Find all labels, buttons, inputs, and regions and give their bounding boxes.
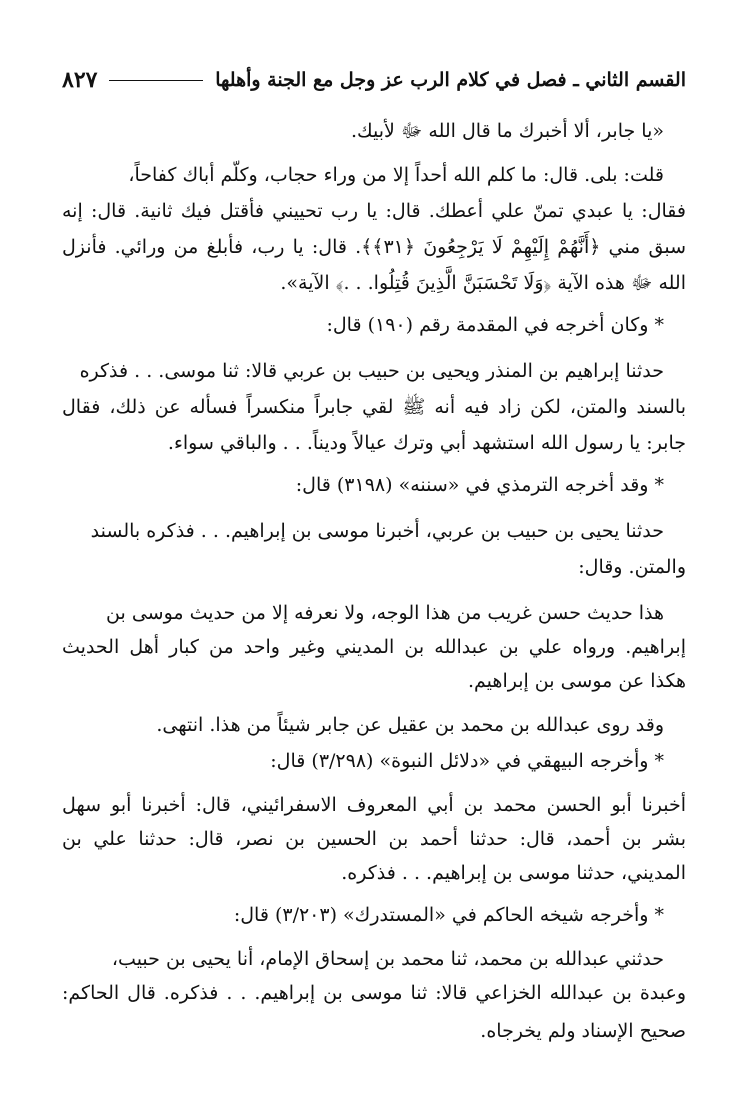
page-number: ٨٢٧ — [62, 67, 98, 93]
text-line: قلت: بلى. قال: ما كلم الله أحداً إلا من وراء حجاب، وكلّم أباك كفاحاً، — [128, 164, 664, 186]
text-line: * وقد أخرجه الترمذي في «سننه» (٣١٩٨) قال: — [295, 474, 664, 496]
text-line: بالسند والمتن، لكن زاد فيه أنه ﷺ لقي جابراً منكسراً فسأله عن ذلك، فقال — [62, 396, 686, 418]
text-line: * وأخرجه البيهقي في «دلائل النبوة» (٣/٢٩٨) قال: — [270, 750, 664, 772]
header-title: القسم الثاني ـ فصل في كلام الرب عز وجل مع الجنة وأهلها — [215, 69, 686, 91]
text-line: حدثني عبدالله بن محمد، ثنا محمد بن إسحاق الإمام، أنا يحيى بن حبيب، — [111, 948, 664, 970]
text-line: فقال: يا عبدي تمنّ علي أعطك. قال: يا رب تحييني فأقتل فيك ثانية. قال: إنه — [62, 200, 686, 222]
text-line: المديني، حدثنا موسى بن إبراهيم. . . فذكره. — [341, 862, 686, 884]
text-line: * وكان أخرجه في المقدمة رقم (١٩٠) قال: — [326, 314, 664, 336]
text-line: حدثنا يحيى بن حبيب بن عربي، أخبرنا موسى بن إبراهيم. . . فذكره بالسند — [90, 520, 664, 542]
text-line: وقد روى عبدالله بن محمد بن عقيل عن جابر شيئاً من هذا. انتهى. — [156, 714, 664, 736]
header-rule — [109, 80, 203, 81]
text-line: هكذا عن موسى بن إبراهيم. — [468, 670, 686, 692]
text-line: إبراهيم. ورواه علي بن عبدالله بن المديني وغير واحد من كبار أهل الحديث — [62, 636, 686, 658]
text-line: جابر: يا رسول الله استشهد أبي وترك عيالاً وديناً. . . والباقي سواء. — [167, 432, 686, 454]
text-line: الله ﷻ هذه الآية ﴿وَلَا تَحْسَبَنَّ الَّذِينَ قُتِلُوا. . .﴾ الآية». — [280, 272, 686, 294]
text-line: بشر بن أحمد، قال: حدثنا أحمد بن الحسين بن نصر، قال: حدثنا علي بن — [62, 828, 686, 850]
text-line: أخبرنا أبو الحسن محمد بن أبي المعروف الاسفرائيني، قال: أخبرنا أبو سهل — [62, 794, 687, 816]
text-line: سبق مني ﴿أَنَّهُمْ إِلَيْهِمْ لَا يَرْجِعُونَ ﴿٣١﴾﴾. قال: يا رب، فأبلغ من ورائي. فأنزل — [62, 236, 687, 258]
text-line: وعبدة بن عبدالله الخزاعي قالا: ثنا موسى بن إبراهيم. . . فذكره. قال الحاكم: — [62, 982, 686, 1004]
text-line: والمتن. وقال: — [578, 556, 686, 578]
text-line: هذا حديث حسن غريب من هذا الوجه، ولا نعرفه إلا من حديث موسى بن — [106, 602, 664, 624]
text-line: «يا جابر، ألا أخبرك ما قال الله ﷻ لأبيك. — [350, 120, 664, 142]
text-line: * وأخرجه شيخه الحاكم في «المستدرك» (٣/٢٠٣) قال: — [233, 904, 664, 926]
running-header — [62, 62, 686, 98]
text-line: حدثنا إبراهيم بن المنذر ويحيى بن حبيب بن عربي قالا: ثنا موسى. . . فذكره — [79, 360, 664, 382]
text-line: صحيح الإسناد ولم يخرجاه. — [480, 1020, 686, 1042]
